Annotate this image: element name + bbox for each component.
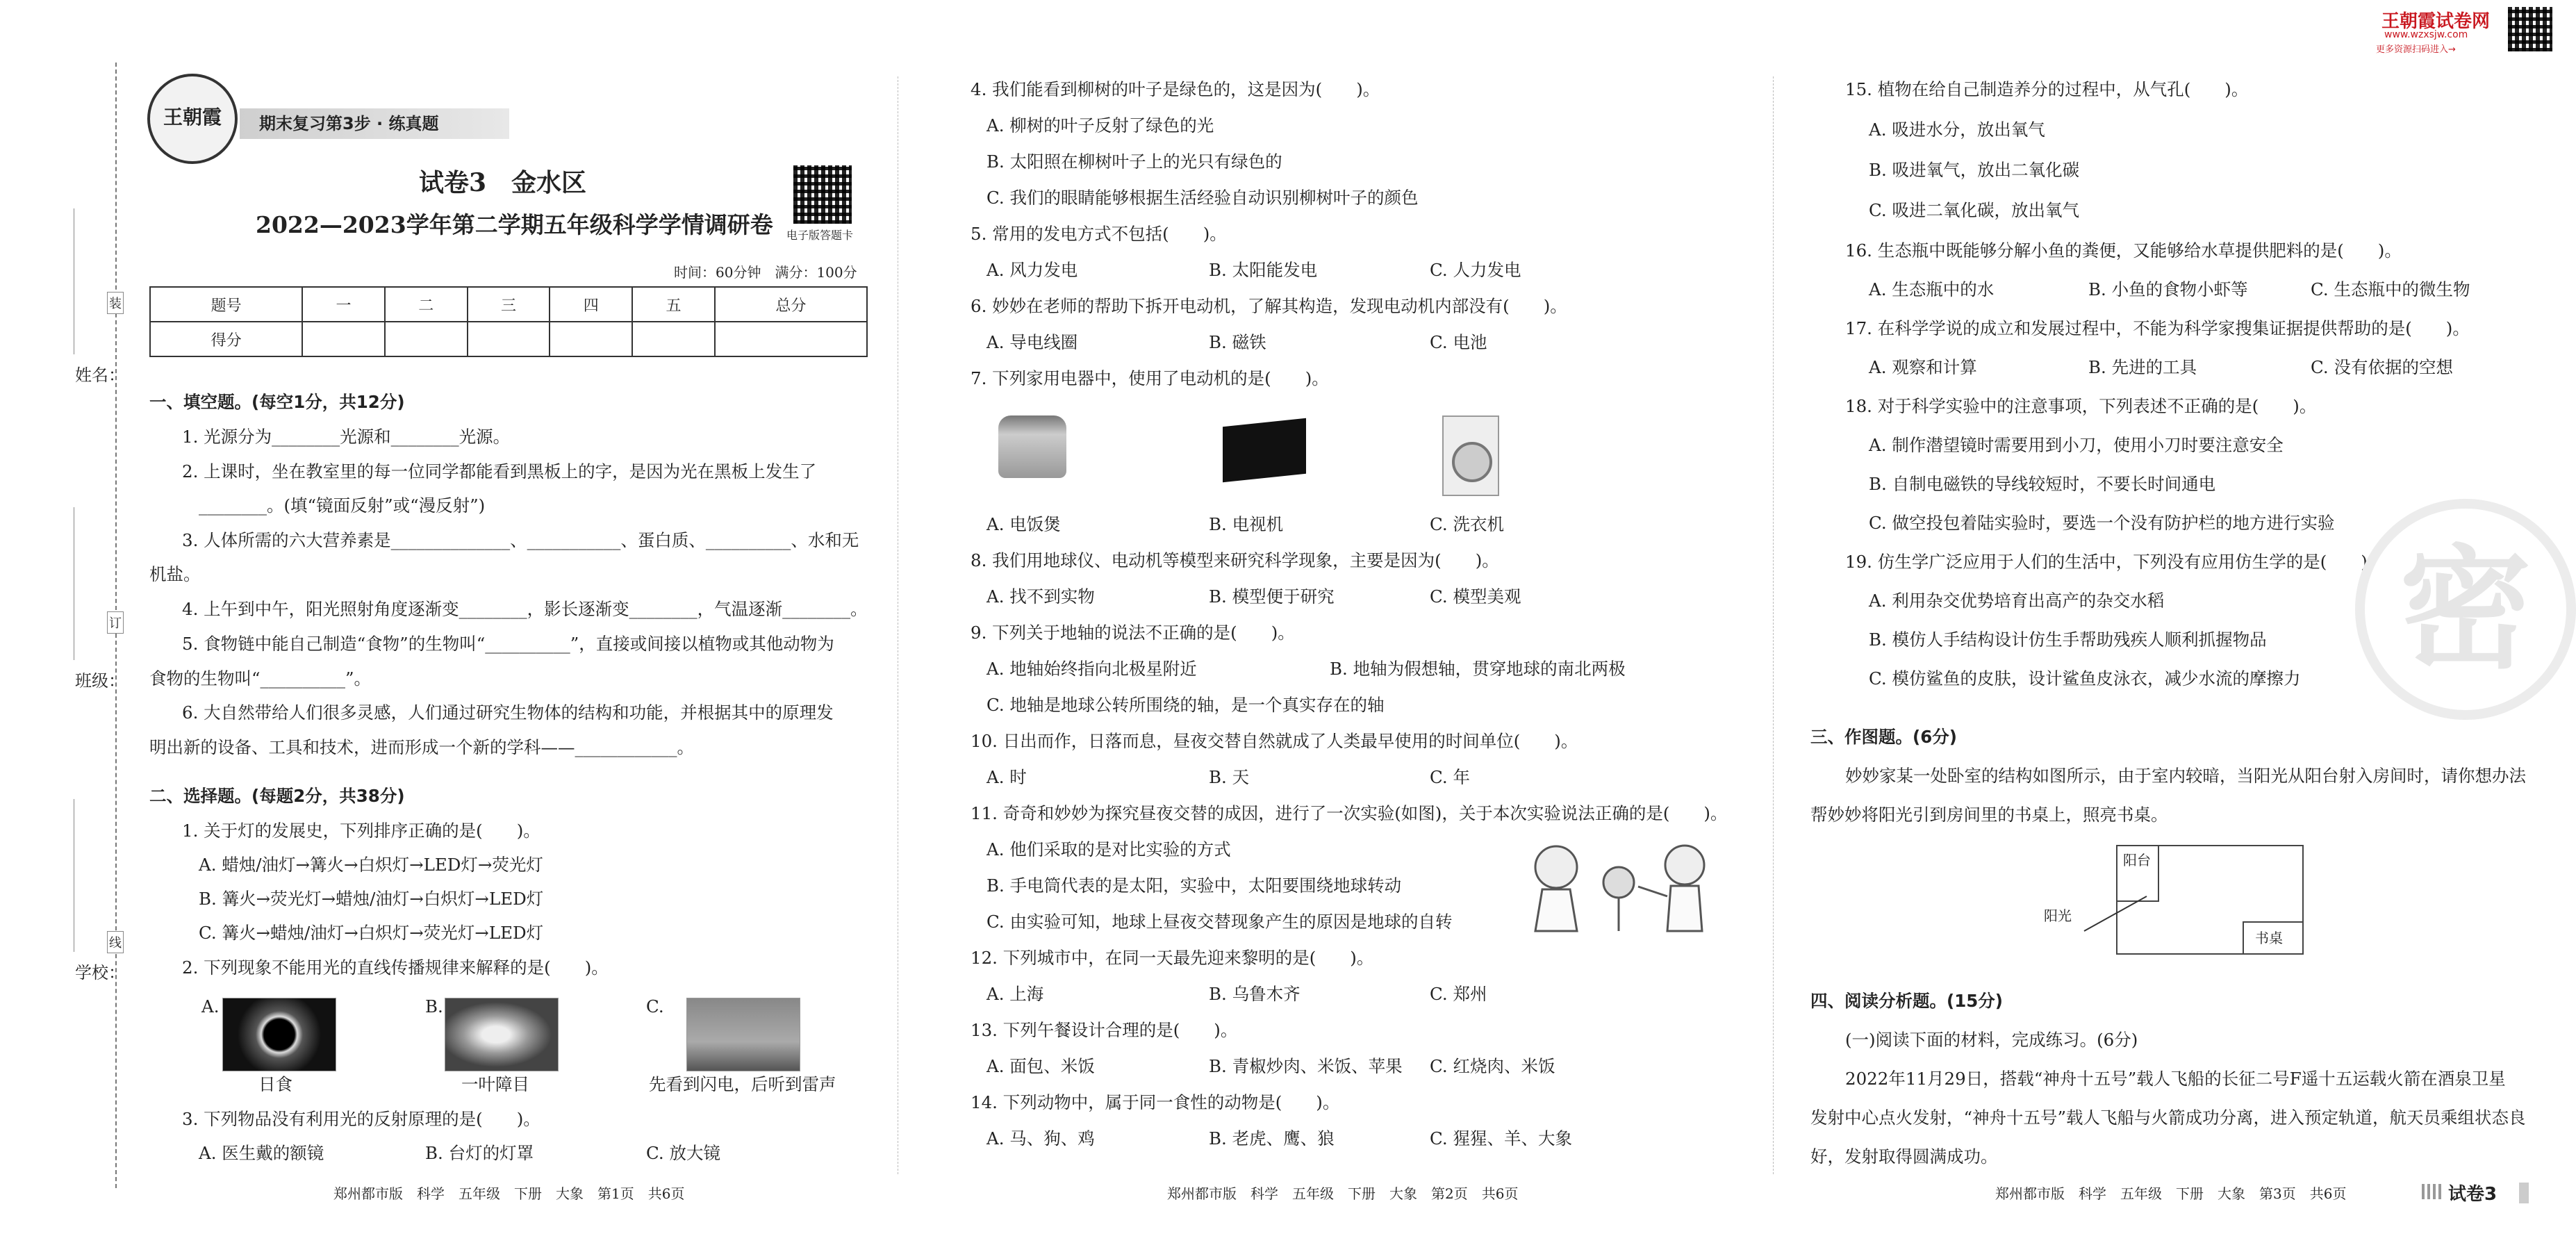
q8-option-c[interactable]: C. 模型美观 <box>1430 586 1521 607</box>
q18-option-a[interactable]: A. 制作潜望镜时需要用到小刀，使用小刀时要注意安全 <box>1869 435 2284 455</box>
q5-option-a[interactable]: A. 风力发电 <box>986 260 1078 280</box>
binding-mark-2: 订 <box>107 611 124 634</box>
q15-option-a[interactable]: A. 吸进水分，放出氧气 <box>1869 120 2045 140</box>
score-table <box>149 286 868 357</box>
c1: 1. 关于灯的发展史，下列排序正确的是( )。 <box>182 821 540 841</box>
school-label: 学校： <box>75 963 125 982</box>
section1-title: 一、填空题。(每空1分，共12分) <box>149 392 405 412</box>
balcony-label: 阳台 <box>2123 852 2151 869</box>
q12: 12. 下列城市中，在同一天最先迎来黎明的是( )。 <box>971 948 1374 968</box>
c1-option-a[interactable]: A. 蜡烛/油灯→篝火→白炽灯→LED灯→荧光灯 <box>199 855 543 875</box>
passage-line: 2022年11月29日，搭载“神舟十五号”载人飞船的长征二号F遥十五运载火箭在酒泉卫星 <box>1845 1069 2506 1089</box>
q8-option-a[interactable]: A. 找不到实物 <box>986 586 1095 607</box>
q2-cont: ________。(填“镜面反射”或“漫反射”) <box>199 495 486 516</box>
s4-subtitle: (一)阅读下面的材料，完成练习。(6分) <box>1845 1030 2138 1050</box>
passage-line: 好，发射取得圆满成功。 <box>1810 1146 1998 1167</box>
q3-cont: 机盐。 <box>149 564 201 584</box>
washing-machine-image <box>1442 415 1499 496</box>
q13-option-a[interactable]: A. 面包、米饭 <box>986 1056 1095 1076</box>
score-cell[interactable] <box>550 322 632 356</box>
eclipse-image <box>222 998 336 1071</box>
q15: 15. 植物在给自己制造养分的过程中，从气孔( )。 <box>1845 79 2249 99</box>
q7-option-a[interactable]: A. 电饭煲 <box>986 514 1061 534</box>
q9: 9. 下列关于地轴的说法不正确的是( )。 <box>971 623 1295 643</box>
q7-option-c[interactable]: C. 洗衣机 <box>1430 514 1504 534</box>
c2: 2. 下列现象不能用光的直线传播规律来解释的是( )。 <box>182 957 609 978</box>
c2-caption-c: 先看到闪电，后听到雷声 <box>649 1074 836 1094</box>
site-qr-code[interactable] <box>2508 7 2552 51</box>
q8: 8. 我们用地球仪、电动机等模型来研究科学现象，主要是因为( )。 <box>971 550 1499 570</box>
section3-title: 三、作图题。(6分) <box>1810 727 1957 747</box>
c3-option-c[interactable]: C. 放大镜 <box>646 1143 720 1163</box>
q11-option-a[interactable]: A. 他们采取的是对比实验的方式 <box>986 839 1231 859</box>
q6: 6. 大自然带给人们很多灵感，人们通过研究生物体的结构和功能，并根据其中的原理发 <box>182 702 834 723</box>
score-cell[interactable] <box>715 322 867 356</box>
c1-option-b[interactable]: B. 篝火→荧光灯→蜡烛/油灯→白炽灯→LED灯 <box>199 889 544 909</box>
q1: 1. 光源分为________光源和________光源。 <box>182 427 511 447</box>
rice-cooker-image <box>998 415 1066 478</box>
q16-option-b[interactable]: B. 小鱼的食物小虾等 <box>2088 279 2248 299</box>
name-line <box>74 208 76 354</box>
score-header: 二 <box>385 287 468 322</box>
c2-caption-a: 日食 <box>258 1074 292 1094</box>
s3-text: 妙妙家某一处卧室的结构如图所示，由于室内较暗，当阳光从阳台射入房间时，请你想办法 <box>1845 766 2526 786</box>
q4-option-c[interactable]: C. 我们的眼睛能够根据生活经验自动识别柳树叶子的颜色 <box>986 188 1419 208</box>
q9-option-b[interactable]: B. 地轴为假想轴，贯穿地球的南北两极 <box>1330 659 1626 679</box>
q11-option-c[interactable]: C. 由实验可知，地球上昼夜交替现象产生的原因是地球的自转 <box>986 912 1453 932</box>
q7-option-b[interactable]: B. 电视机 <box>1209 514 1284 534</box>
q17: 17. 在科学学说的成立和发展过程中，不能为科学家搜集证据提供帮助的是( )。 <box>1845 318 2470 338</box>
passage-line: 发射中心点火发射，“神舟十五号”载人飞船与火箭成功分离，进入预定轨道，航天员乘组状态良 <box>1810 1108 2526 1128</box>
q4: 4. 上午到中午，阳光照射角度逐渐变________，影长逐渐变________，气温逐渐________。 <box>182 599 868 619</box>
c2-option-b[interactable]: B. <box>425 996 443 1016</box>
paper-title: 试卷3 金水区 <box>419 168 587 197</box>
q10: 10. 日出而作，日落而息，昼夜交替自然就成了人类最早使用的时间单位( )。 <box>971 731 1578 751</box>
footer-page2: 郑州都市版 科学 五年级 下册 大象 第2页 共6页 <box>1167 1185 1519 1202</box>
site-note: 更多资源扫码进入→ <box>2376 44 2456 55</box>
q4-option-b[interactable]: B. 太阳照在柳树叶子上的光只有绿色的 <box>986 151 1282 172</box>
score-header: 三 <box>468 287 550 322</box>
q2: 2. 上课时，坐在教室里的每一位同学都能看到黑板上的字，是因为光在黑板上发生了 <box>182 461 817 481</box>
c1-option-c[interactable]: C. 篝火→蜡烛/油灯→白炽灯→荧光灯→LED灯 <box>199 923 544 943</box>
q3: 3. 人体所需的六大营养素是______________、___________、蛋白质、__________、水和无 <box>182 530 859 550</box>
q18-option-b[interactable]: B. 自制电磁铁的导线较短时，不要长时间通电 <box>1869 474 2216 494</box>
q19-option-a[interactable]: A. 利用杂交优势培育出高产的杂交水稻 <box>1869 591 2165 611</box>
q11: 11. 奇奇和妙妙为探究昼夜交替的成因，进行了一次实验(如图)，关于本次实验说法正确的是( )。 <box>971 803 1728 823</box>
desk-label: 书桌 <box>2255 930 2283 946</box>
q17-option-b[interactable]: B. 先进的工具 <box>2088 357 2197 377</box>
washer-door-icon <box>1452 442 1492 482</box>
q6-option-c[interactable]: C. 电池 <box>1430 332 1487 352</box>
q17-option-c[interactable]: C. 没有依据的空想 <box>2311 357 2453 377</box>
experiment-illustration <box>1514 834 1723 945</box>
banner: 期末复习第3步 · 练真题 <box>240 108 509 139</box>
q14-option-c[interactable]: C. 猩猩、羊、大象 <box>1430 1128 1572 1149</box>
q9-option-c[interactable]: C. 地轴是地球公转所围绕的轴，是一个真实存在的轴 <box>986 695 1385 715</box>
c2-caption-b: 一叶障目 <box>461 1074 529 1094</box>
secret-stamp: 密 <box>2355 499 2576 720</box>
c2-option-a[interactable]: A. <box>201 996 220 1016</box>
q19-option-b[interactable]: B. 模仿人手结构设计仿生手帮助残疾人顺利抓握物品 <box>1869 629 2267 650</box>
q14-option-a[interactable]: A. 马、狗、鸡 <box>986 1128 1095 1149</box>
paper-subtitle: 2022—2023学年第二学期五年级科学学情调研卷 <box>256 211 773 238</box>
q6-option-b[interactable]: B. 磁铁 <box>1209 332 1266 352</box>
binding-mark-3: 线 <box>107 931 124 953</box>
q5-option-c[interactable]: C. 人力发电 <box>1430 260 1521 280</box>
q14-option-b[interactable]: B. 老虎、鹰、狼 <box>1209 1128 1335 1149</box>
footer-page3: 郑州都市版 科学 五年级 下册 大象 第3页 共6页 <box>1995 1185 2347 1202</box>
q16-option-c[interactable]: C. 生态瓶中的微生物 <box>2311 279 2470 299</box>
c3: 3. 下列物品没有利用光的反射原理的是( )。 <box>182 1109 540 1129</box>
score-cell[interactable] <box>468 322 550 356</box>
score-header: 一 <box>302 287 385 322</box>
q18: 18. 对于科学实验中的注意事项，下列表述不正确的是( )。 <box>1845 396 2317 416</box>
section2-title: 二、选择题。(每题2分，共38分) <box>149 786 405 806</box>
q17-option-a[interactable]: A. 观察和计算 <box>1869 357 1977 377</box>
q16: 16. 生态瓶中既能够分解小鱼的粪便，又能够给水草提供肥料的是( )。 <box>1845 240 2402 261</box>
class-label: 班级： <box>75 671 125 691</box>
c3-option-b[interactable]: B. 台灯的灯罩 <box>425 1143 534 1163</box>
paper-tab: 试卷3 <box>2448 1184 2497 1205</box>
tv-image <box>1223 418 1306 483</box>
score-header: 五 <box>632 287 715 322</box>
q19: 19. 仿生学广泛应用于人们的生活中，下列没有应用仿生学的是( )。 <box>1845 552 2385 572</box>
qr-code[interactable] <box>793 165 852 224</box>
site-name[interactable]: 王朝霞试卷网 <box>2381 11 2491 32</box>
score-cell[interactable] <box>385 322 468 356</box>
school-line <box>74 799 76 952</box>
q10-option-a[interactable]: A. 时 <box>986 767 1027 787</box>
q5-cont: 食物的生物叫“__________”。 <box>149 668 372 689</box>
q7: 7. 下列家用电器中，使用了电动机的是( )。 <box>971 368 1329 388</box>
binding-mark-1: 装 <box>107 292 124 314</box>
q10-option-b[interactable]: B. 天 <box>1209 767 1250 787</box>
time-info: 时间：60分钟 满分：100分 <box>674 264 857 281</box>
site-url[interactable]: www.wzxsjw.com <box>2384 29 2468 40</box>
tab-decoration <box>2422 1184 2443 1199</box>
q4: 4. 我们能看到柳树的叶子是绿色的，这是因为( )。 <box>971 79 1380 99</box>
c3-option-a[interactable]: A. 医生戴的额镜 <box>199 1143 324 1163</box>
q5: 5. 常用的发电方式不包括( )。 <box>971 224 1227 244</box>
name-label: 姓名： <box>75 365 125 385</box>
score-header: 总分 <box>715 287 867 322</box>
q16-option-a[interactable]: A. 生态瓶中的水 <box>1869 279 1995 299</box>
score-cell[interactable] <box>632 322 715 356</box>
qr-caption: 电子版答题卡 <box>786 229 854 242</box>
q12-option-c[interactable]: C. 郑州 <box>1430 984 1487 1004</box>
c2-option-c[interactable]: C. <box>646 996 664 1016</box>
q11-option-b[interactable]: B. 手电筒代表的是太阳，实验中，太阳要围绕地球转动 <box>986 875 1402 896</box>
score-cell[interactable] <box>302 322 385 356</box>
q19-option-c[interactable]: C. 模仿鲨鱼的皮肤，设计鲨鱼皮泳衣，减少水流的摩擦力 <box>1869 668 2301 689</box>
q6-option-a[interactable]: A. 导电线圈 <box>986 332 1078 352</box>
q13-option-c[interactable]: C. 红烧肉、米饭 <box>1430 1056 1555 1076</box>
score-header: 四 <box>550 287 632 322</box>
q9-option-a[interactable]: A. 地轴始终指向北极星附近 <box>986 659 1197 679</box>
score-header: 题号 <box>150 287 302 322</box>
q12-option-a[interactable]: A. 上海 <box>986 984 1044 1004</box>
q10-option-c[interactable]: C. 年 <box>1430 767 1470 787</box>
tab-edge <box>2519 1183 2529 1203</box>
q14: 14. 下列动物中，属于同一食性的动物是( )。 <box>971 1092 1340 1112</box>
q13-option-b[interactable]: B. 青椒炒肉、米饭、苹果 <box>1209 1056 1403 1076</box>
q12-option-b[interactable]: B. 乌鲁木齐 <box>1209 984 1301 1004</box>
section4-title: 四、阅读分析题。(15分) <box>1810 991 2003 1011</box>
q8-option-b[interactable]: B. 模型便于研究 <box>1209 586 1335 607</box>
score-row-label: 得分 <box>150 322 302 356</box>
q5: 5. 食物链中能自己制造“食物”的生物叫“__________”，直接或间接以植物或其他动物为 <box>182 634 834 654</box>
class-line <box>74 507 76 660</box>
footer-page1: 郑州都市版 科学 五年级 下册 大象 第1页 共6页 <box>333 1185 685 1202</box>
brand-logo: 王朝霞 <box>147 74 238 164</box>
sunlight-label: 阳光 <box>2044 907 2072 924</box>
leaf-eye-image <box>445 998 559 1071</box>
q13: 13. 下列午餐设计合理的是( )。 <box>971 1020 1238 1040</box>
sunlight-arrow <box>2077 889 2161 938</box>
lightning-image <box>686 998 800 1071</box>
s3-text-cont: 帮妙妙将阳光引到房间里的书桌上，照亮书桌。 <box>1810 805 2168 825</box>
q15-option-b[interactable]: B. 吸进氧气，放出二氧化碳 <box>1869 160 2080 180</box>
q6: 6. 妙妙在老师的帮助下拆开电动机，了解其构造，发现电动机内部没有( )。 <box>971 296 1567 316</box>
q18-option-c[interactable]: C. 做空投包着陆实验时，要选一个没有防护栏的地方进行实验 <box>1869 513 2335 533</box>
q5-option-b[interactable]: B. 太阳能发电 <box>1209 260 1318 280</box>
q15-option-c[interactable]: C. 吸进二氧化碳，放出氧气 <box>1869 200 2079 220</box>
q4-option-a[interactable]: A. 柳树的叶子反射了绿色的光 <box>986 115 1214 135</box>
column-divider <box>1773 76 1774 1174</box>
q6-cont: 明出新的设备、工具和技术，进而形成一个新的学科——____________。 <box>149 737 694 757</box>
